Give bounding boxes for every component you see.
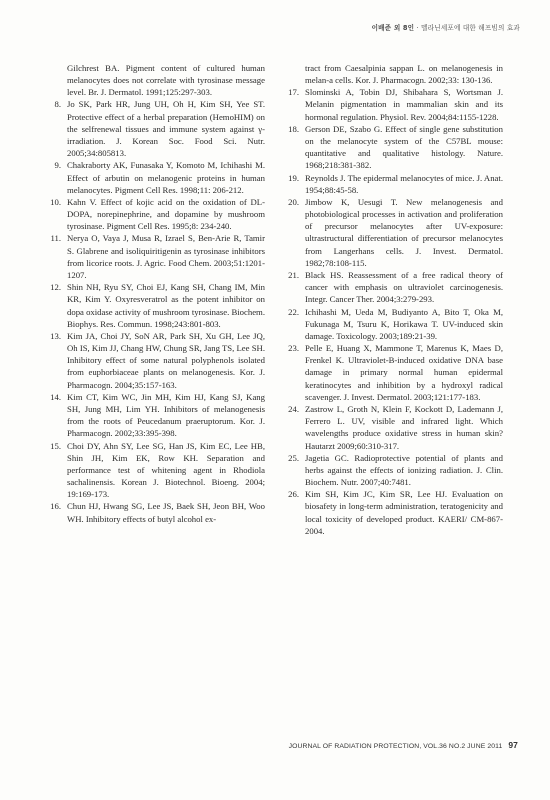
reference-text: Pelle E, Huang X, Mammone T, Marenus K, Maes D, Frenkel K. Ultraviolet-B-induced oxidative DNA base damage in primary normal human epidermal keratinocytes and inhibition by a hydroxyl radical scavenger. J. Invest. Dermatol. 2003;121:177-183. bbox=[305, 343, 503, 402]
reference-entry bbox=[285, 306, 503, 342]
reference-entry bbox=[47, 98, 265, 159]
header-title: · 멜라닌세포에 대한 해프빔의 효과 bbox=[416, 24, 520, 32]
reference-entry bbox=[285, 86, 503, 122]
reference-entry bbox=[47, 196, 265, 232]
reference-number: 21. bbox=[288, 270, 299, 281]
reference-continuation: Gilchrest BA. Pigment content of cultured human melanocytes does not correlate with tyrosinase message level. Br. J. Dermatol. 1991;125:297-303. bbox=[67, 63, 265, 98]
reference-number: 10. bbox=[50, 196, 61, 207]
reference-text: Black HS. Reassessment of a free radical theory of cancer with emphasis on ultraviolet carcinogenesis. Integr. Cancer Ther. 2004;3:279-293. bbox=[305, 270, 503, 305]
reference-text: Gerson DE, Szabo G. Effect of single gene substitution on the melanocyte system of the C57BL mouse: quantitative and qualitative histology. Nature. 1968;218:381-382. bbox=[305, 123, 503, 171]
running-header bbox=[372, 22, 520, 32]
reference-number: 14. bbox=[50, 391, 61, 402]
reference-list-left bbox=[47, 98, 265, 524]
reference-number: 22. bbox=[288, 306, 299, 317]
reference-entry bbox=[285, 452, 503, 488]
reference-entry bbox=[47, 232, 265, 281]
reference-entry bbox=[285, 196, 503, 269]
reference-text: Reynolds J. The epidermal melanocytes of mice. J. Anat. 1954;88:45-58. bbox=[305, 172, 503, 195]
reference-number: 16. bbox=[50, 501, 61, 512]
reference-text: Ichihashi M, Ueda M, Budiyanto A, Bito T, Oka M, Fukunaga M, Tsuru K, Horikawa T. UV-induced skin damage. Toxicology. 2003;189:21-39. bbox=[305, 306, 503, 341]
reference-text: Chakraborty AK, Funasaka Y, Komoto M, Ichihashi M. Effect of arbutin on melanogenic proteins in human melanocytes. Pigment Cell Res. 1998;11: 206-212. bbox=[67, 160, 265, 195]
reference-number: 8. bbox=[54, 99, 61, 110]
reference-number: 25. bbox=[288, 452, 299, 463]
reference-list-right bbox=[285, 86, 503, 537]
reference-text: Slominski A, Tobin DJ, Shibahara S, Wortsman J. Melanin pigmentation in mammalian skin and its hormonal regulation. Physiol. Rev. 2004;84:1155-1228. bbox=[305, 87, 503, 122]
journal-info: JOURNAL OF RADIATION PROTECTION, VOL.36 NO.2 JUNE 2011 bbox=[288, 743, 503, 750]
header-author: 이배준 외 8인 bbox=[371, 24, 415, 32]
reference-text: Choi DY, Ahn SY, Lee SG, Han JS, Kim EC, Lee HB, Shin JH, Kim EK, Row KH. Separation and performance test of whitening agent in Rhodiola sachalinensis. Korean J. Biotechnol. Bioeng. 2004; 19:169-173. bbox=[67, 440, 265, 500]
reference-continuation: tract from Caesalpinia sappan L. on melanogenesis in melan-a cells. Kor. J. Pharmacogn. 2002;33: 130-136. bbox=[305, 63, 503, 86]
left-column bbox=[47, 62, 265, 525]
reference-text: Kahn V. Effect of kojic acid on the oxidation of DL-DOPA, norepinephrine, and dopamine by mushroom tyrosinase. Pigment Cell Res. 1995;8: 234-240. bbox=[67, 196, 265, 232]
reference-entry bbox=[285, 403, 503, 452]
reference-number: 24. bbox=[288, 404, 299, 415]
reference-entry bbox=[285, 172, 503, 196]
reference-entry bbox=[285, 342, 503, 403]
reference-number: 15. bbox=[50, 440, 61, 451]
reference-text: Kim SH, Kim JC, Kim SR, Lee HJ. Evaluation on biosafety in long-term administration, teratogenicity and local toxicity of developed product. KAERI/ CM-867-2004. bbox=[305, 489, 503, 536]
reference-text: Kim CT, Kim WC, Jin MH, Kim HJ, Kang SJ, Kang SH, Jung MH, Lim YH. Inhibitors of melanogenesis from the roots of Peucedanum praeruptorum. Kor. J. Pharmacogn. 2002;33:395-398. bbox=[67, 391, 265, 439]
reference-number: 9. bbox=[54, 160, 61, 171]
reference-entry bbox=[47, 330, 265, 391]
reference-entry bbox=[47, 391, 265, 440]
reference-number: 26. bbox=[288, 489, 299, 500]
reference-text: Shin NH, Ryu SY, Choi EJ, Kang SH, Chang IM, Min KR, Kim Y. Oxyresveratrol as the potent inhibitor on dopa oxidase activity of mushroom tyrosinase. Biochem. Biophys. Res. Commun. 1998;243:801-803. bbox=[67, 282, 265, 329]
reference-number: 17. bbox=[288, 87, 299, 98]
reference-number: 12. bbox=[50, 282, 61, 293]
page-number: 97 bbox=[508, 740, 518, 750]
reference-number: 19. bbox=[288, 172, 299, 183]
reference-number: 13. bbox=[50, 330, 61, 341]
reference-entry bbox=[285, 123, 503, 172]
reference-text: Jagetia GC. Radioprotective potential of plants and herbs against the effects of ionizing radiation. J. Clin. Biochem. Nutr. 2007;40:7481. bbox=[305, 452, 503, 488]
right-column bbox=[285, 62, 503, 537]
reference-entry bbox=[285, 269, 503, 305]
reference-number: 23. bbox=[288, 343, 299, 354]
reference-entry bbox=[47, 500, 265, 524]
reference-text: Kim JA, Choi JY, SoN AR, Park SH, Xu GH, Lee JQ, Oh IS, Kim JJ, Chang HW, Chung SR, Jang TS, Lee SH. Inhibitory effect of some natural polyphenols isolated from euphorbiaceae plants on melanogenesis. Kor. J. Pharmacogn. 2004;35:157-163. bbox=[67, 330, 265, 390]
reference-number: 11. bbox=[50, 233, 61, 244]
page-footer bbox=[289, 740, 518, 750]
reference-text: Jimbow K, Uesugi T. New melanogenesis and photobiological processes in activation and proliferation of precursor melanocytes after UV-exposure: ultrastructural differentiation of precursor melanocytes from Langerhans cells. J. Invest. Dermatol. 1982;78:108-115. bbox=[305, 197, 503, 268]
reference-text: Chun HJ, Hwang SG, Lee JS, Baek SH, Jeon BH, Woo WH. Inhibitory effects of butyl alcohol ex- bbox=[67, 501, 265, 524]
reference-entry bbox=[285, 488, 503, 537]
reference-text: Zastrow L, Groth N, Klein F, Kockott D, Lademann J, Ferrero L. UV, visible and infrared light. Which wavelengths produce oxidative stress in human skin? Hautarzt 2009;60:310-317. bbox=[305, 404, 503, 451]
reference-entry bbox=[47, 159, 265, 195]
reference-number: 18. bbox=[288, 123, 299, 134]
reference-entry bbox=[47, 281, 265, 330]
reference-text: Jo SK, Park HR, Jung UH, Oh H, Kim SH, Yee ST. Protective effect of a herbal preparation (HemoHIM) on the selfrenewal tissues and immune system against γ-irradiation. J. Korean Soc. Food Sci. Nutr. 2005;34:805813. bbox=[67, 99, 265, 159]
reference-entry bbox=[47, 440, 265, 501]
reference-number: 20. bbox=[288, 197, 299, 207]
reference-text: Nerya O, Vaya J, Musa R, Izrael S, Ben-Arie R, Tamir S. Glabrene and isoliquiritigenin as tyrosinase inhibitors from licorice roots. J. Agric. Food Chem. 2003;51:1201-1207. bbox=[67, 233, 265, 280]
